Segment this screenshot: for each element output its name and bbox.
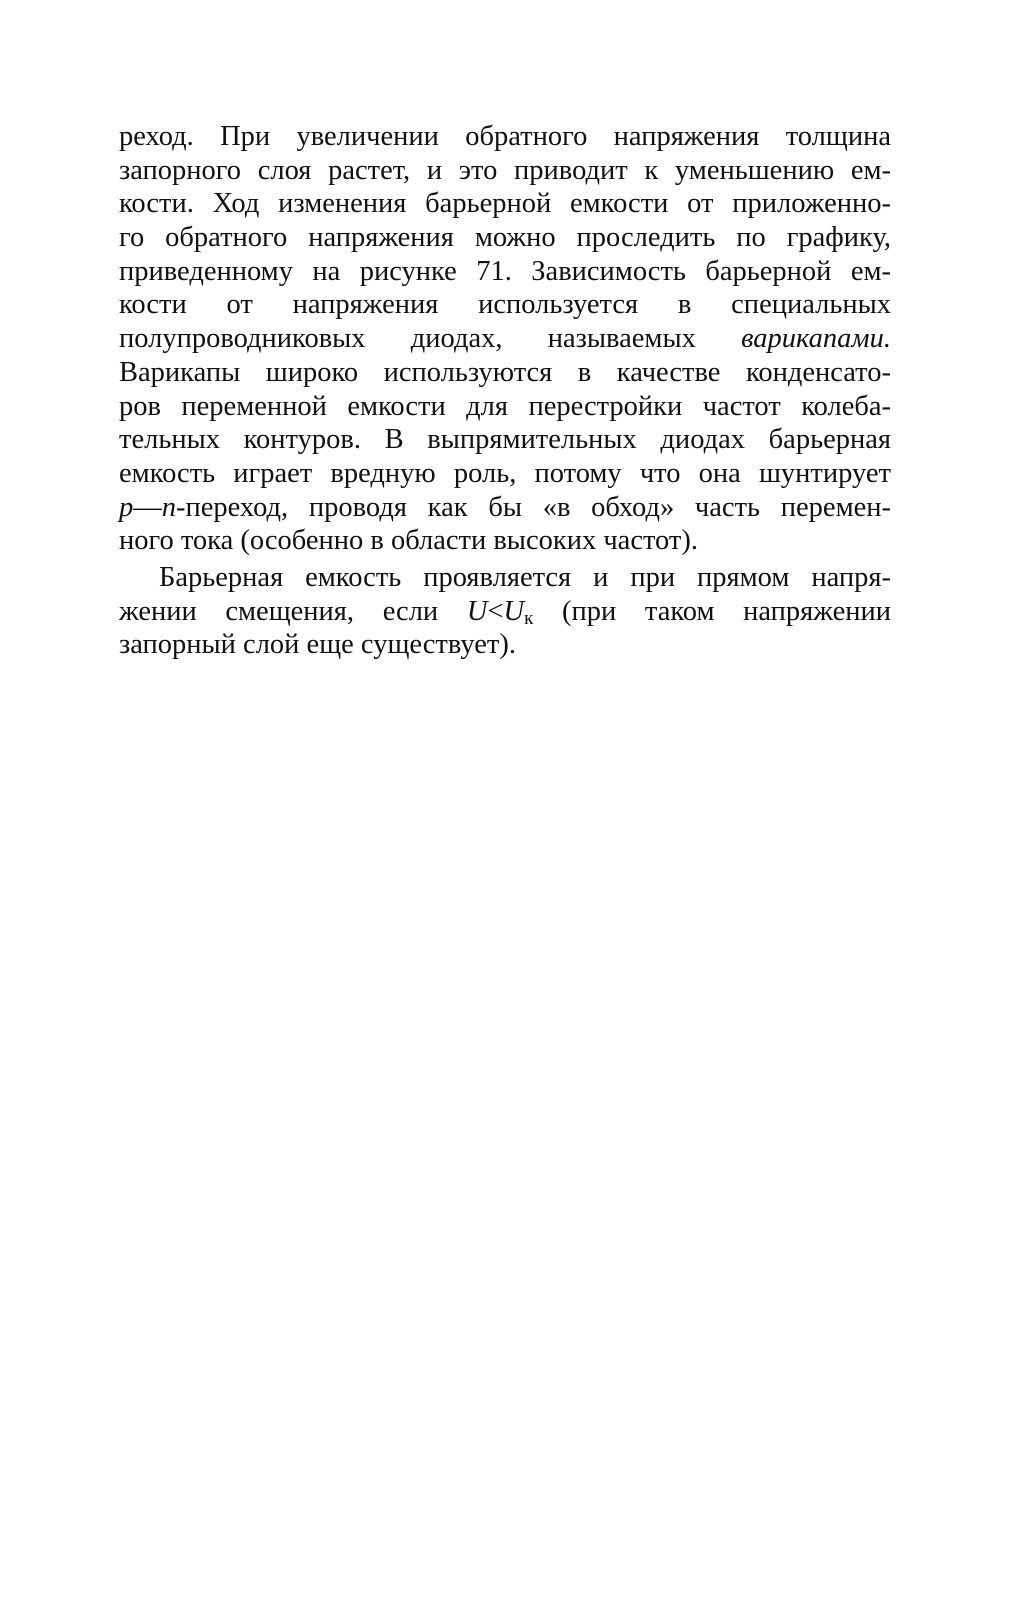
text-line: емкость играет вредную роль, потому что она шунтирует [119,457,891,489]
text-line: ного тока (особенно в области высоких частот). [119,525,698,557]
text-line: реход. При увеличении обратного напряжения толщина [119,121,891,152]
text-line: кости. Ход изменения барьерной емкости от приложенно- [119,188,891,220]
text-line: ров переменной емкости для перестройки частот колеба- [119,390,891,422]
symbol-U-k: U [503,595,525,627]
symbol-n: n [161,491,176,523]
dash: — [133,491,162,523]
paragraph-1 [119,120,891,558]
term-varicaps: варикапами. [741,323,891,355]
body-text [119,120,891,662]
text-line: запорный слой еще существует). [119,629,516,661]
text-segment: полупроводниковых диодах, называемых [119,323,742,355]
symbol-U: U [466,595,488,627]
symbol-p: p [119,491,134,523]
text-segment: -переход, проводя как бы «в обход» часть перемен- [176,491,891,523]
less-than-sign: < [487,595,504,627]
text-line: го обратного напряжения можно проследить по графику, [119,222,891,254]
text-line [119,322,891,356]
text-line: приведенному на рисунке 71. Зависимость барьерной ем- [119,255,891,287]
text-line [119,595,891,629]
text-line [119,491,891,525]
text-line: запорного слоя растет, и это приводит к уменьшению ем- [119,154,891,186]
text-line: Барьерная емкость проявляется и при прямом напря- [159,561,891,593]
subscript-k: к [524,607,534,629]
text-line: кости от напряжения используется в специальных [119,289,891,321]
paragraph-2 [119,561,891,662]
text-segment: жении смещения, если [119,595,467,627]
text-line: тельных контуров. В выпрямительных диодах барьерная [119,424,891,456]
text-line: Варикапы широко используются в качестве конденсато- [119,356,891,388]
text-segment: (при таком напряжении [533,595,892,627]
